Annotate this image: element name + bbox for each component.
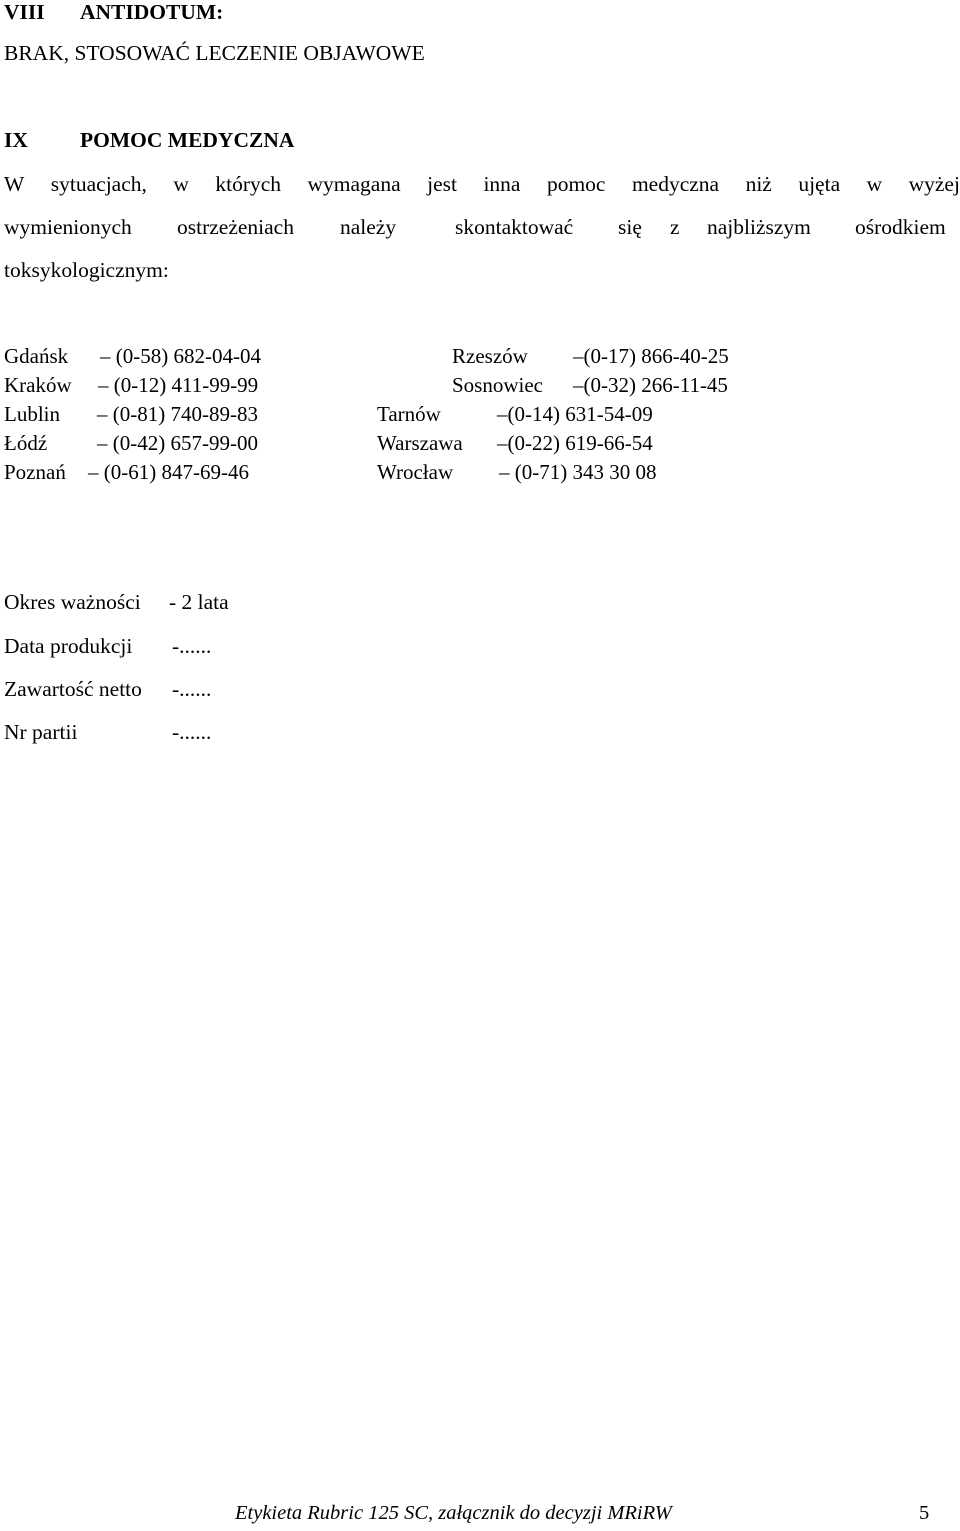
word: wymagana <box>307 172 401 196</box>
contact-gdansk <box>4 344 261 369</box>
footer-text: Etykieta Rubric 125 SC, załącznik do decyzji MRiRW <box>235 1502 672 1524</box>
paragraph-line-2-word: najbliższym <box>707 215 811 239</box>
word: sytuacjach, <box>50 172 147 196</box>
contact-phone: –(0-17) 866-40-25 <box>573 344 729 368</box>
contact-phone: – (0-12) 411-99-99 <box>98 373 259 397</box>
word: ujęta <box>798 172 841 196</box>
paragraph-line-1 <box>4 172 960 197</box>
word: wyżej <box>908 172 960 196</box>
word: medyczna <box>631 172 720 196</box>
paragraph-line-2-word: wymienionych <box>4 215 132 239</box>
contact-lodz <box>4 431 258 456</box>
contact-city: Kraków <box>4 373 72 397</box>
contact-tarnow <box>377 402 653 427</box>
contact-phone: – (0-42) 657-99-00 <box>97 431 258 455</box>
paragraph-line-2-word: z <box>670 215 680 239</box>
section-9-number: IX <box>4 128 28 152</box>
contact-phone: –(0-32) 266-11-45 <box>573 373 728 397</box>
contact-city: Rzeszów <box>452 344 528 368</box>
section-8-title: ANTIDOTUM: <box>80 0 224 24</box>
page-number: 5 <box>919 1502 930 1524</box>
contact-city: Tarnów <box>377 402 441 426</box>
contact-city: Lublin <box>4 402 60 426</box>
paragraph-line-3: toksykologicznym: <box>4 258 169 282</box>
contact-wroclaw <box>377 460 657 485</box>
paragraph-line-2-word: się <box>618 215 642 239</box>
batch-number-value: -...... <box>172 720 212 744</box>
section-8-text: BRAK, STOSOWAĆ LECZENIE OBJAWOWE <box>4 41 425 65</box>
word: w <box>866 172 883 196</box>
batch-number-label: Nr partii <box>4 720 78 744</box>
paragraph-line-2-word: skontaktować <box>455 215 574 239</box>
word: niż <box>745 172 772 196</box>
contact-city: Łódź <box>4 431 48 455</box>
word: jest <box>427 172 457 196</box>
word: pomoc <box>546 172 606 196</box>
net-content-label: Zawartość netto <box>4 677 142 701</box>
contact-city: Warszawa <box>377 431 463 455</box>
contact-phone: – (0-81) 740-89-83 <box>97 402 258 426</box>
contact-sosnowiec <box>452 373 728 398</box>
word: których <box>215 172 282 196</box>
expiry-label: Okres ważności <box>4 590 141 614</box>
paragraph-line-2-word: należy <box>340 215 397 239</box>
word: W <box>4 172 25 196</box>
contact-city: Gdańsk <box>4 344 69 368</box>
contact-city: Poznań <box>4 460 66 484</box>
contact-phone: – (0-58) 682-04-04 <box>100 344 261 368</box>
contact-poznan <box>4 460 249 485</box>
word: inna <box>483 172 521 196</box>
contact-city: Wrocław <box>377 460 454 484</box>
contact-phone: – (0-71) 343 30 08 <box>499 460 657 484</box>
contact-warszawa <box>377 431 653 456</box>
section-8-number: VIII <box>4 0 45 24</box>
contact-phone: –(0-22) 619-66-54 <box>497 431 653 455</box>
expiry-value: - 2 lata <box>169 590 229 614</box>
contact-city: Sosnowiec <box>452 373 543 397</box>
contact-rzeszow <box>452 344 729 369</box>
production-date-value: -...... <box>172 634 212 658</box>
contact-krakow <box>4 373 259 398</box>
word: w <box>173 172 189 196</box>
contact-lublin <box>4 402 258 427</box>
contact-phone: –(0-14) 631-54-09 <box>497 402 653 426</box>
paragraph-line-2-word: ośrodkiem <box>855 215 946 239</box>
contact-phone: – (0-61) 847-69-46 <box>88 460 249 484</box>
production-date-label: Data produkcji <box>4 634 133 658</box>
section-9-title: POMOC MEDYCZNA <box>80 128 295 152</box>
paragraph-line-2-word: ostrzeżeniach <box>177 215 294 239</box>
net-content-value: -...... <box>172 677 212 701</box>
